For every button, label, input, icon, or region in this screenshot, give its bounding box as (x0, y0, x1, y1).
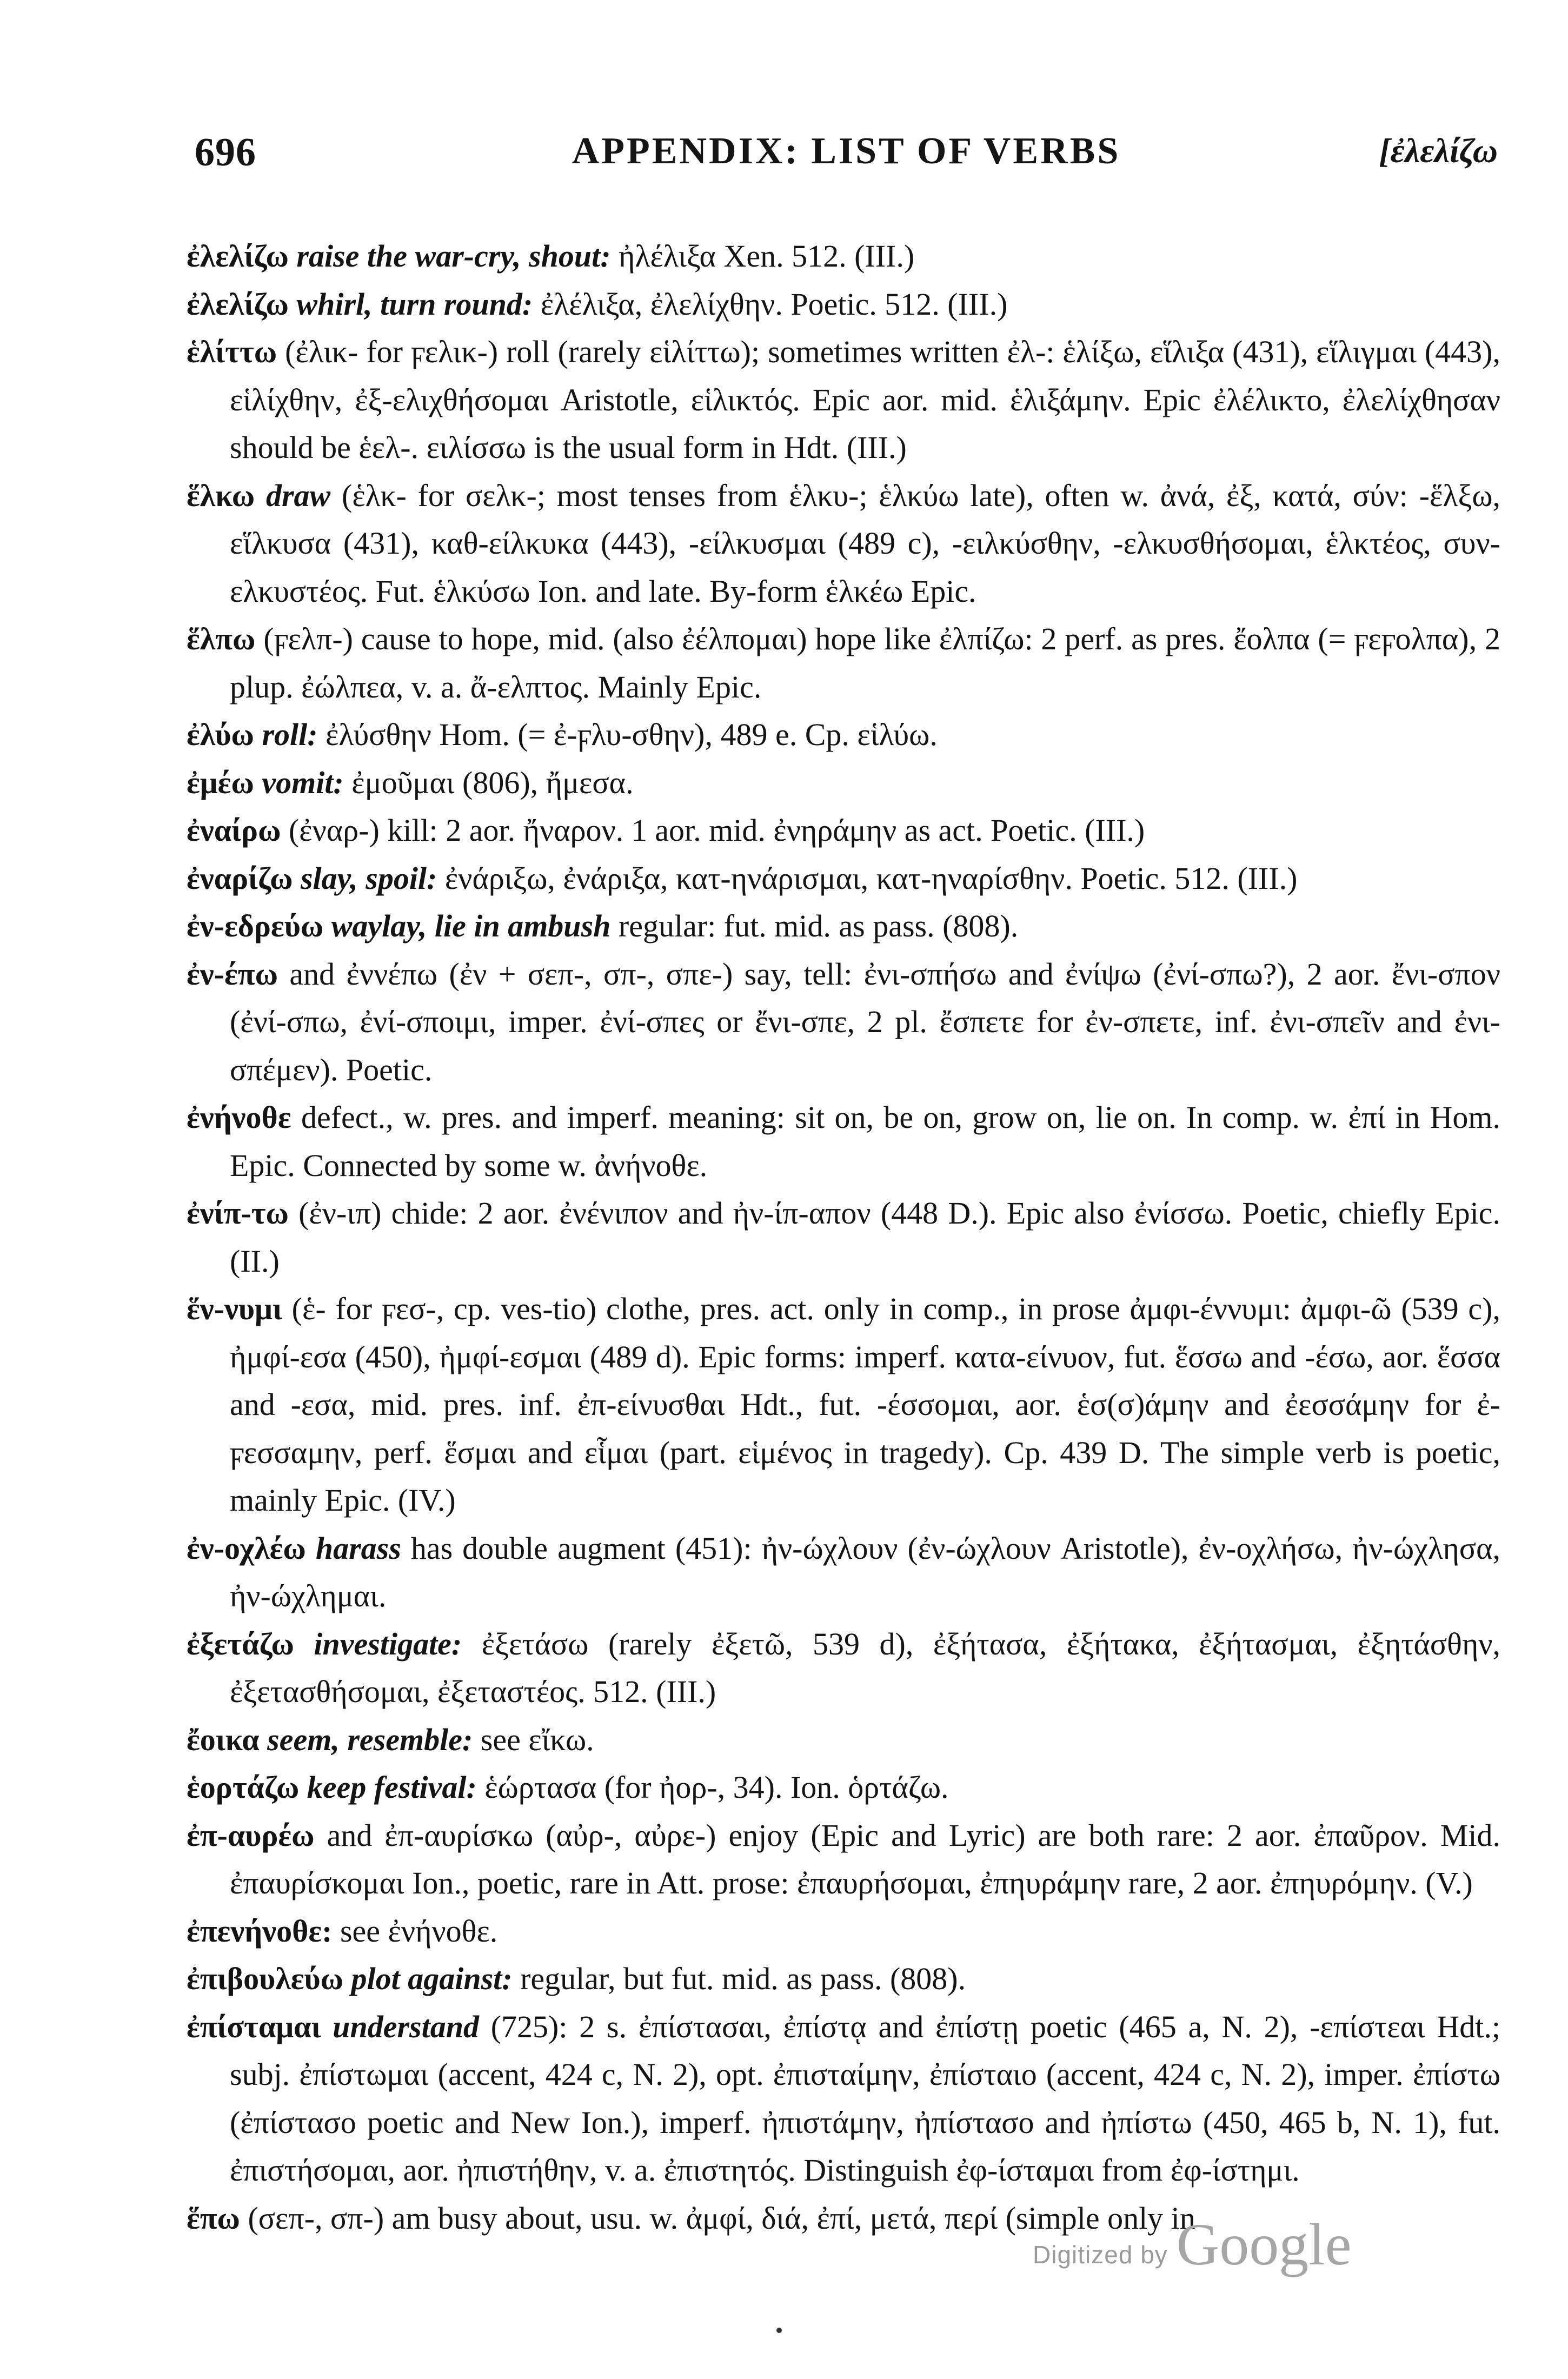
entry-gloss: keep festival: (307, 1770, 477, 1805)
entry-gloss: investigate: (314, 1626, 462, 1662)
entry-lemma: ἐλύω (187, 717, 254, 752)
digitized-by-text: Digitized by (1033, 2241, 1168, 2269)
list-item (187, 2003, 1500, 2195)
entry-lemma: ἐπιβουλεύω (187, 1961, 343, 1996)
page-header (195, 130, 1498, 189)
entry-text: (ἐν-ιπ) chide: 2 aor. ἐνένιπον and ἠν-ίπ-απον (448 D.). Epic also ἐνίσσω. Poetic, chiefly Epic. (II.) (230, 1195, 1500, 1279)
list-item (187, 232, 1500, 281)
entry-text: (ἐλικ- for ϝελικ-) roll (rarely εἱλίττω); sometimes written ἐλ-: ἑλίξω, εἵλιξα (431), εἵλιγμαι (443), εἱλίχθην, ἐξ-ελιχθήσομαι Aristotle, εἱλικτός. Epic aor. mid. ἑλιξάμην. Epic ἐλέλικτο, ἐλελίχθησαν should be ἑελ-. ειλίσσω is the usual form in Hdt. (III.) (230, 334, 1500, 465)
entry-lemma: ἐναρίζω (187, 860, 293, 896)
entry-text: and ἐπ-αυρίσκω (αὐρ-, αὐρε-) enjoy (Epic and Lyric) are both rare: 2 aor. ἐπαῦρον. Mid. ἐπαυρίσκομαι Ion., poetic, rare in Att. prose: ἐπαυρήσομαι, ἐπηυράμην rare, 2 aor. ἐπηυρόμην. (V.) (230, 1817, 1500, 1900)
list-item (187, 1955, 1500, 2003)
list-item (187, 328, 1500, 472)
entry-gloss: harass (315, 1530, 401, 1566)
entry-text: ἐλύσθην Hom. (= ἐ-ϝλυ-σθην), 489 e. Cp. εἱλύω. (317, 717, 938, 752)
entry-gloss: draw (265, 477, 331, 513)
list-item (187, 1620, 1500, 1716)
entry-text: see ἐνήνοθε. (332, 1913, 498, 1949)
running-title: APPENDIX: LIST OF VERBS (572, 130, 1121, 172)
entry-lemma: ἐν-οχλέω (187, 1530, 306, 1566)
ink-dot (776, 2328, 782, 2333)
list-item (187, 1525, 1500, 1620)
entry-gloss: raise the war-cry, shout: (296, 238, 611, 274)
entry-gloss: whirl, turn round: (296, 286, 533, 322)
list-item (187, 711, 1500, 759)
entry-gloss: vomit: (262, 765, 344, 800)
entry-text: (ϝελπ-) cause to hope, mid. (also ἐέλπομαι) hope like ἐλπίζω: 2 perf. as pres. ἔολπα (= ϝεϝολπα), 2 plup. ἐώλπεα, v. a. ἄ-ελπτος. Mainly Epic. (230, 621, 1500, 705)
entry-lemma: ἐν-έπω (187, 956, 278, 992)
entry-text: (σεπ-, σπ-) am busy about, usu. w. ἀμφί, διά, ἐπί, μετά, περί (simple only in (240, 2200, 1195, 2236)
list-item (187, 1716, 1500, 1764)
entry-text: ἐνάριξω, ἐνάριξα, κατ-ηνάρισμαι, κατ-ηναρίσθην. Poetic. 512. (III.) (437, 860, 1298, 896)
entry-gloss: roll: (262, 717, 318, 752)
list-item (187, 1190, 1500, 1285)
entry-text: ἠλέλιξα Xen. 512. (III.) (610, 238, 915, 274)
entry-text: regular: fut. mid. as pass. (808). (610, 908, 1019, 943)
entry-gloss: plot against: (351, 1961, 513, 1996)
entry-text: see εἴκω. (473, 1722, 594, 1757)
list-item (187, 855, 1500, 903)
list-item (187, 472, 1500, 616)
page-number: 696 (195, 130, 256, 175)
list-item (187, 1094, 1500, 1190)
entry-text: ἐμοῦμαι (806), ἤμεσα. (343, 765, 634, 800)
google-watermark (1033, 2198, 1411, 2279)
list-item (187, 807, 1500, 855)
list-item (187, 1812, 1500, 1908)
catchword: [ἐλελίζω (1379, 131, 1498, 170)
entry-lemma: ἔοικα (187, 1722, 260, 1757)
entry-lemma: ἐξετάζω (187, 1626, 294, 1662)
entry-lemma: ἑλίττω (187, 334, 277, 369)
entry-lemma: ἕπω (187, 2200, 240, 2236)
entry-text: defect., w. pres. and imperf. meaning: sit on, be on, grow on, lie on. In comp. w. ἐπί in Hom. Epic. Connected by some w. ἀνήνοθε. (230, 1100, 1500, 1183)
entry-lemma: ἐπίσταμαι (187, 2009, 321, 2044)
entry-lemma: ἐπ-αυρέω (187, 1817, 315, 1853)
list-item (187, 902, 1500, 951)
entry-lemma: ἐπενήνοθε: (187, 1913, 333, 1949)
list-item (187, 281, 1500, 329)
entry-lemma: ἐλελίζω (187, 238, 289, 274)
list-item (187, 951, 1500, 1094)
entry-lemma: ἕλπω (187, 621, 256, 656)
entry-lemma: ἐμέω (187, 765, 254, 800)
entry-lemma: ἐνήνοθε (187, 1100, 291, 1135)
entry-lemma: ἕλκω (187, 477, 255, 513)
entry-lemma: ἐνίπ-τω (187, 1195, 289, 1231)
entry-gloss: understand (333, 2009, 479, 2044)
entry-lemma: ἐλελίζω (187, 286, 289, 322)
entry-gloss: seem, resemble: (267, 1722, 473, 1757)
google-logo: Google (1176, 2211, 1352, 2277)
entry-gloss: slay, spoil: (300, 860, 437, 896)
entry-text: (ἐναρ-) kill: 2 aor. ἤναρον. 1 aor. mid. ἐνηράμην as act. Poetic. (III.) (281, 813, 1145, 848)
entry-text: ἐξετάσω (rarely ἐξετῶ, 539 d), ἐξήτασα, ἐξήτακα, ἐξήτασμαι, ἐξητάσθην, ἐξετασθήσομαι, ἐξεταστέος. 512. (III.) (230, 1626, 1501, 1709)
list-item (187, 1285, 1500, 1525)
list-item (187, 1764, 1500, 1812)
entry-gloss: waylay, lie in ambush (331, 908, 611, 943)
entry-text: has double augment (451): ἠν-ώχλουν (ἐν-ώχλουν Aristotle), ἐν-οχλήσω, ἠν-ώχλησα, ἠν-ώχλημαι. (230, 1530, 1501, 1613)
entry-text: ἑώρτασα (for ἠορ-, 34). Ion. ὁρτάζω. (476, 1770, 949, 1805)
list-item (187, 1908, 1500, 1956)
entry-lemma: ἕν-νυμι (187, 1291, 282, 1326)
entry-text: (ἑ- for ϝεσ-, cp. ves-tio) clothe, pres. act. only in comp., in prose ἀμφι-έννυμι: ἀμφι-ῶ (539 c), ἠμφί-εσα (450), ἠμφί-εσμαι (489 d). Epic forms: imperf. κατα-είνυον, fut. ἕσσω and -έσω, aor. ἕσσα and -εσα, mid. pres. inf. ἐπ-είνυσθαι Hdt., fut. -έσσομαι, aor. ἑσ(σ)άμην and ἐεσσάμην for ἐ-ϝεσσαμην, perf. ἕσμαι and εἷμαι (part. εἱμένος in tragedy). Cp. 439 D. The simple verb is poetic, mainly Epic. (IV.) (230, 1291, 1500, 1518)
entry-lemma: ἐναίρω (187, 813, 281, 848)
entry-text: regular, but fut. mid. as pass. (808). (512, 1961, 966, 1996)
entry-text: and ἐννέπω (ἐν + σεπ-, σπ-, σπε-) say, tell: ἐνι-σπήσω and ἐνίψω (ἐνί-σπω?), 2 aor. ἔνι-σπον (ἐνί-σπω, ἐνί-σποιμι, imper. ἐνί-σπες or ἔνι-σπε, 2 pl. ἔσπετε for ἐν-σπετε, inf. ἐνι-σπεῖν and ἐνι-σπέμεν). Poetic. (230, 956, 1500, 1087)
entry-text: ἐλέλιξα, ἐλελίχθην. Poetic. 512. (III.) (533, 286, 1008, 322)
entry-lemma: ἐν-εδρεύω (187, 908, 324, 943)
entry-text: (ἑλκ- for σελκ-; most tenses from ἑλκυ-; ἑλκύω late), often w. ἀνά, ἐξ, κατά, σύν: -ἕλξω, εἵλκυσα (431), καθ-είλκυκα (443), -είλκυσμαι (489 c), -ειλκύσθην, -ελκυσθήσομαι, ἑλκτέος, συν-ελκυστέος. Fut. ἑλκύσω Ion. and late. By-form ἑλκέω Epic. (230, 477, 1501, 609)
list-item (187, 615, 1500, 711)
entry-text: (725): 2 s. ἐπίστασαι, ἐπίστᾳ and ἐπίστῃ poetic (465 a, N. 2), -επίστεαι Hdt.; subj. ἐπίστωμαι (accent, 424 c, N. 2), opt. ἐπισταίμην, ἐπίσταιο (accent, 424 c, N. 2), imper. ἐπίστω (ἐπίστασο poetic and New Ion.), imperf. ἠπιστάμην, ἠπίστασο and ἠπίστω (450, 465 b, N. 1), fut. ἐπιστήσομαι, aor. ἠπιστήθην, v. a. ἐπιστητός. Distinguish ἐφ-ίσταμαι from ἐφ-ίστημι. (230, 2009, 1501, 2188)
verb-list (187, 232, 1500, 2242)
entry-lemma: ἑορτάζω (187, 1770, 300, 1805)
list-item (187, 759, 1500, 807)
